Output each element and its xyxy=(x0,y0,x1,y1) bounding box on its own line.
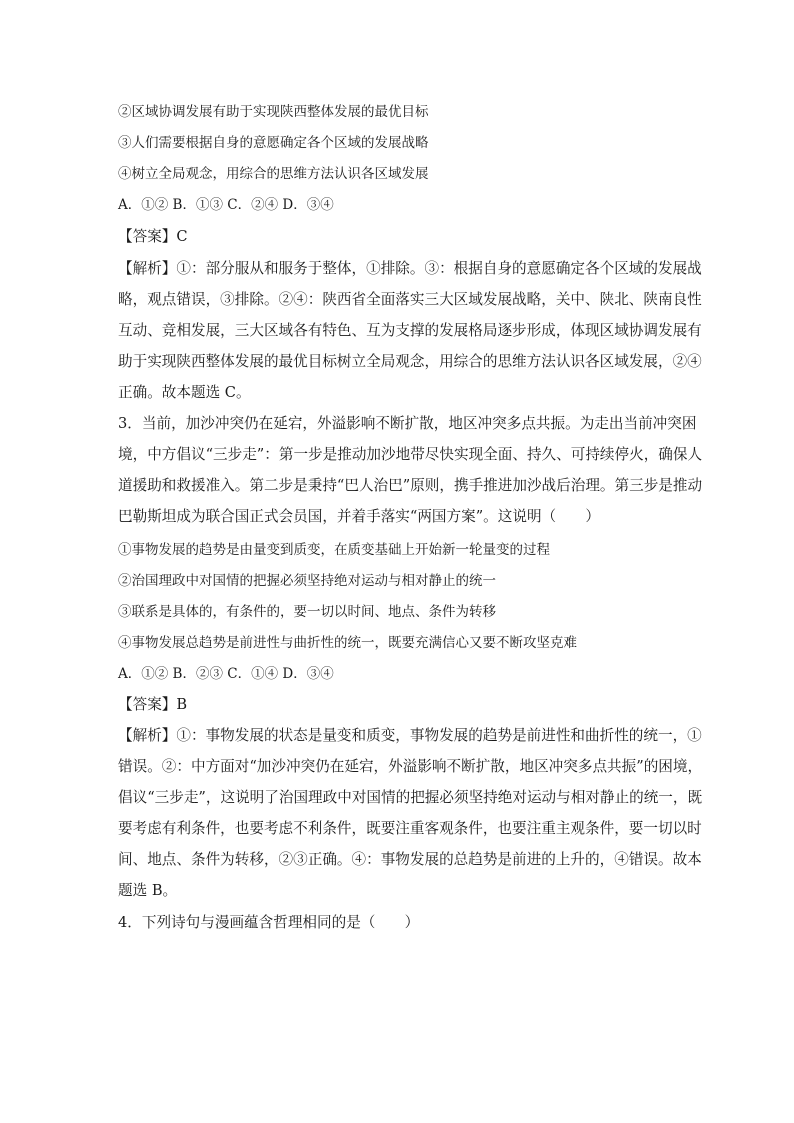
q3-statement-1: ①事物发展的趋势是由量变到质变，在质变基础上开始新一轮量变的过程 xyxy=(118,542,550,558)
q2-statement-3: ③人们需要根据自身的意愿确定各个区域的发展战略 xyxy=(118,135,429,151)
q2-analysis-line-5: 正确。故本题选 C。 xyxy=(118,384,251,401)
q3-statement-2: ②治国理政中对国情的把握必须坚持绝对运动与相对静止的统一 xyxy=(118,573,496,589)
q3-statement-3: ③联系是具体的，有条件的，要一切以时间、地点、条件为转移 xyxy=(118,604,496,620)
q2-statement-2: ②区域协调发展有助于实现陕西整体发展的最优目标 xyxy=(118,104,429,120)
q3-analysis-line-4: 要考虑有利条件，也要考虑不利条件，既要注重客观条件，也要注重主观条件，要一切以时 xyxy=(118,820,702,837)
q2-analysis-line-1: 【解析】①：部分服从和服务于整体，①排除。③：根据自身的意愿确定各个区域的发展战 xyxy=(118,260,702,277)
q2-analysis-line-3: 互动、竞相发展，三大区域各有特色、互为支撑的发展格局逐步形成，体现区域协调发展有 xyxy=(118,322,702,339)
q3-analysis-line-3: 倡议“三步走”，这说明了治国理政中对国情的把握必须坚持绝对运动与相对静止的统一，既 xyxy=(118,789,703,806)
q3-stem-line-4: 巴勒斯坦成为联合国正式会员国，并着手落实“两国方案”。这说明（ ） xyxy=(118,508,600,525)
q4-stem: 4．下列诗句与漫画蕴含哲理相同的是（ ） xyxy=(118,914,420,931)
q2-answer: 【答案】C xyxy=(118,228,188,245)
q2-analysis-line-4: 助于实现陕西整体发展的最优目标树立全局观念，用综合的思维方法认识各区域发展，②④ xyxy=(118,353,702,370)
q3-analysis-line-5: 间、地点、条件为转移，②③正确。④：事物发展的总趋势是前进的上升的，④错误。故本 xyxy=(118,851,702,868)
q2-options: A．①② B．①③ C．②④ D．③④ xyxy=(118,197,334,213)
q3-stem-line-1: 3．当前，加沙冲突仍在延宕，外溢影响不断扩散，地区冲突多点共振。为走出当前冲突困 xyxy=(118,415,697,432)
q3-stem-line-3: 道援助和救援准入。第二步是秉持“巴人治巴”原则，携手推进加沙战后治理。第三步是推动 xyxy=(118,477,703,494)
q3-analysis-line-1: 【解析】①：事物发展的状态是量变和质变，事物发展的趋势是前进性和曲折性的统一，① xyxy=(118,727,702,744)
q2-statement-4: ④树立全局观念，用综合的思维方法认识各区域发展 xyxy=(118,166,429,182)
q3-analysis-line-6: 题选 B。 xyxy=(118,882,178,899)
q2-analysis-line-2: 略，观点错误，③排除。②④：陕西省全面落实三大区域发展战略，关中、陕北、陕南良性 xyxy=(118,291,702,308)
q3-stem-line-2: 境，中方倡议“三步走”：第一步是推动加沙地带尽快实现全面、持久、可持续停火，确保人 xyxy=(118,446,703,463)
q3-analysis-line-2: 错误。②：中方面对“加沙冲突仍在延宕，外溢影响不断扩散，地区冲突多点共振”的困境， xyxy=(118,758,703,775)
q3-options: A．①② B．②③ C．①④ D．③④ xyxy=(118,666,334,682)
q3-statement-4: ④事物发展总趋势是前进性与曲折性的统一，既要充满信心又要不断攻坚克难 xyxy=(118,635,577,651)
q3-answer: 【答案】B xyxy=(118,696,188,713)
